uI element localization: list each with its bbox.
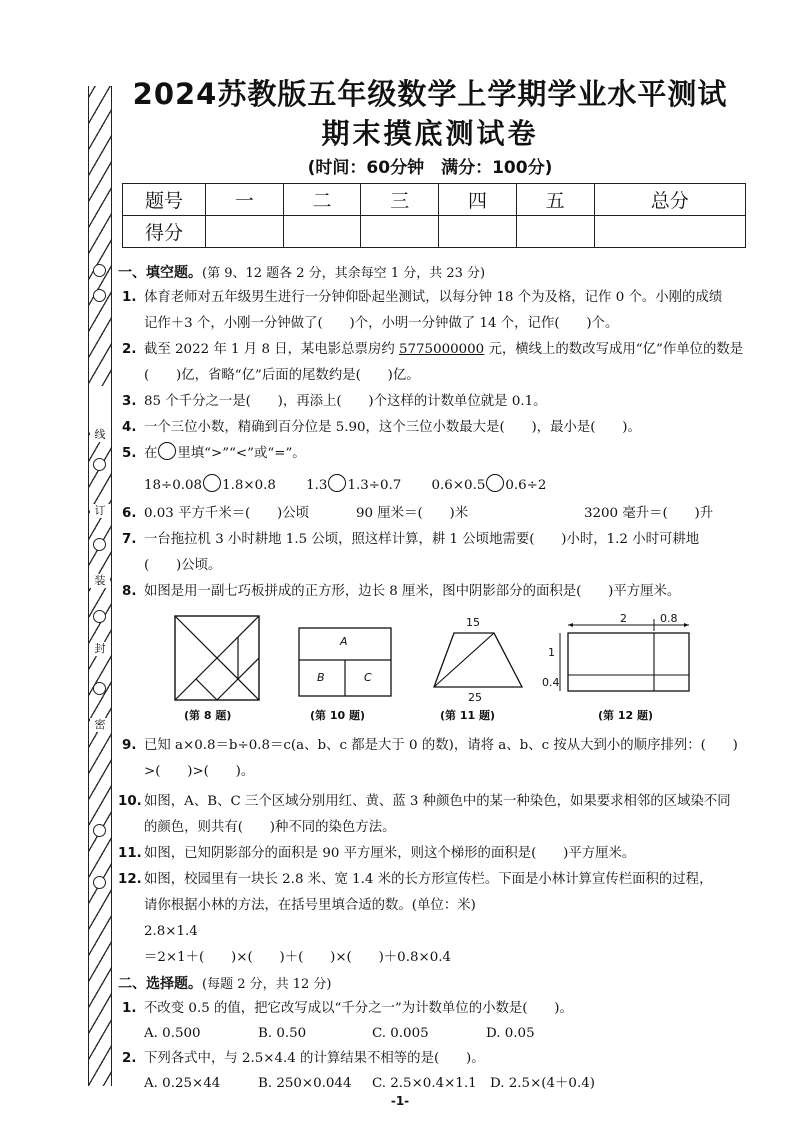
region-label-b: B xyxy=(317,671,325,684)
binding-ring xyxy=(93,824,106,837)
compare-circle xyxy=(158,442,176,460)
score-input-cell[interactable] xyxy=(439,216,517,248)
score-input-cell[interactable] xyxy=(594,216,745,248)
question-2-1: 1. 不改变 0.5 的值，把它改写成以“千分之一”为计数单位的小数是( )。 xyxy=(122,1001,573,1016)
binding-ring xyxy=(93,610,106,623)
exam-subtitle: 期末摸底测试卷 xyxy=(321,117,539,150)
question-1-11: 11. 如图，已知阴影部分的面积是 90 平方厘米，则这个梯形的面积是( )平方厘米。 xyxy=(118,846,636,861)
binding-char: 密 xyxy=(90,718,110,732)
score-header-cell: 总分 xyxy=(594,184,745,216)
option-b[interactable]: B. 250×0.044 xyxy=(258,1076,352,1091)
board-extra-label: 0.8 xyxy=(660,612,678,625)
question-1-6: 6. 0.03 平方千米＝( )公顷 90 厘米＝( )米 3200 毫升＝( )升 xyxy=(122,506,714,521)
binding-ring xyxy=(93,458,106,471)
figure-caption: (第 10 题) xyxy=(310,709,366,722)
figures-row xyxy=(118,609,763,727)
question-1-2: 2. 截至 2022 年 1 月 8 日，某电影总票房约 5775000000 元，横线上的数改写成用“亿”作单位的数是 ( )亿，省略“亿”后面的尾数约是( )亿。 xyxy=(122,342,744,383)
binding-char: 线 xyxy=(90,428,110,442)
binding-char: 封 xyxy=(90,642,110,656)
question-1-10: 10. 如图，A、B、C 三个区域分别用红、黄、蓝 3 种颜色中的某一种染色，如果要求相邻的区域染不同 的颜色，则共有( )种不同的染色方法。 xyxy=(118,794,731,835)
board-width-label: 1 xyxy=(548,646,555,659)
option-d[interactable]: D. 0.05 xyxy=(486,1026,535,1041)
trapezoid-figure xyxy=(432,631,524,689)
trapezoid-bottom-label: 25 xyxy=(468,691,482,704)
question-2-1-options xyxy=(118,1022,763,1046)
score-input-cell[interactable] xyxy=(283,216,361,248)
binding-ring xyxy=(93,538,106,551)
score-label-cell: 得分 xyxy=(123,216,206,248)
option-a[interactable]: A. 0.500 xyxy=(144,1026,201,1041)
question-1-3: 3. 85 个千分之一是( )，再添上( )个这样的计数单位就是 0.1。 xyxy=(122,394,547,409)
score-header-cell: 五 xyxy=(516,184,594,216)
score-header-cell: 二 xyxy=(283,184,361,216)
section-1-heading: 一、填空题。(第 9、12 题各 2 分，其余每空 1 分，共 23 分) xyxy=(118,265,486,281)
exam-content xyxy=(118,262,763,1096)
figure-caption: (第 11 题) xyxy=(440,709,496,722)
score-input-cell[interactable] xyxy=(361,216,439,248)
board-length-label: 2 xyxy=(620,612,627,625)
option-d[interactable]: D. 2.5×(4＋0.4) xyxy=(490,1076,595,1091)
trapezoid-top-label: 15 xyxy=(466,616,480,629)
score-header-cell: 题号 xyxy=(123,184,206,216)
compare-circle[interactable] xyxy=(203,474,221,492)
question-1-12: 12. 如图，校园里有一块长 2.8 米、宽 1.4 米的长方形宣传栏。下面是小林计算宣传栏面积的过程， 请你根据小林的方法，在括号里填合适的数。(单位：米) 2.8×1.4 ＝2×1＋( )×( )＋( )×( )＋0.8×0.4 xyxy=(118,872,713,965)
option-a[interactable]: A. 0.25×44 xyxy=(144,1076,221,1091)
question-1-7: 7. 一台拖拉机 3 小时耕地 1.5 公顷，照这样计算，耕 1 公顷地需要( )小时，1.2 小时可耕地 ( )公顷。 xyxy=(122,532,700,573)
tangram-figure xyxy=(174,615,260,701)
time-info: (时间：60分钟 满分：100分) xyxy=(307,158,553,178)
figure-caption: (第 8 题) xyxy=(184,709,232,722)
question-2-2-options xyxy=(118,1072,763,1096)
score-input-cell[interactable] xyxy=(516,216,594,248)
board-extra-width-label: 0.4 xyxy=(542,676,560,689)
option-c[interactable]: C. 0.005 xyxy=(372,1026,429,1041)
score-input-cell[interactable] xyxy=(206,216,284,248)
question-1-5-expressions: 18÷0.08 1.8×0.8 1.3 1.3÷0.7 0.6×0.5 0.6÷2 xyxy=(118,473,763,499)
score-table xyxy=(122,183,746,248)
binding-ring xyxy=(93,876,106,889)
region-label-c: C xyxy=(364,671,372,684)
option-b[interactable]: B. 0.50 xyxy=(258,1026,307,1041)
binding-strip xyxy=(88,86,112,1086)
region-label-a: A xyxy=(340,635,348,648)
question-1-5: 5. 在 里填“>”“<”或“=”。 xyxy=(118,441,763,467)
section-2-heading: 二、选择题。(每题 2 分，共 12 分) xyxy=(118,976,332,992)
binding-char: 订 xyxy=(90,504,110,518)
question-1-4: 4. 一个三位小数，精确到百分位是 5.90，这个三位小数最大是( )，最小是( )。 xyxy=(122,420,641,435)
binding-ring xyxy=(93,264,106,277)
exam-title: 2024苏教版五年级数学上学期学业水平测试 xyxy=(132,77,728,111)
question-1-8: 8. 如图是用一副七巧板拼成的正方形，边长 8 厘米，图中阴影部分的面积是( )平方厘米。 xyxy=(122,584,681,599)
figure-caption: (第 12 题) xyxy=(598,709,654,722)
compare-circle[interactable] xyxy=(486,474,504,492)
page-number: -1- xyxy=(390,1094,410,1108)
board-figure xyxy=(558,613,698,703)
binding-ring xyxy=(93,682,106,695)
compare-circle[interactable] xyxy=(328,474,346,492)
question-1-1: 1. 体育老师对五年级男生进行一分钟仰卧起坐测试，以每分钟 18 个为及格，记作 0 个。小刚的成绩 记作＋3 个，小刚一分钟做了( )个，小明一分钟做了 14 个，记作( )个。 xyxy=(122,290,723,331)
score-header-cell: 四 xyxy=(439,184,517,216)
binding-char: 装 xyxy=(90,574,110,588)
option-c[interactable]: C. 2.5×0.4×1.1 xyxy=(372,1076,477,1091)
score-header-cell: 一 xyxy=(206,184,284,216)
question-1-9: 9. 已知 a×0.8＝b÷0.8＝c(a、b、c 都是大于 0 的数)，请将 a、b、c 按从大到小的顺序排列：( ) >( )>( )。 xyxy=(122,738,738,779)
score-header-cell: 三 xyxy=(361,184,439,216)
question-2-2: 2. 下列各式中，与 2.5×4.4 的计算结果不相等的是( )。 xyxy=(122,1051,485,1066)
binding-ring xyxy=(93,289,106,302)
